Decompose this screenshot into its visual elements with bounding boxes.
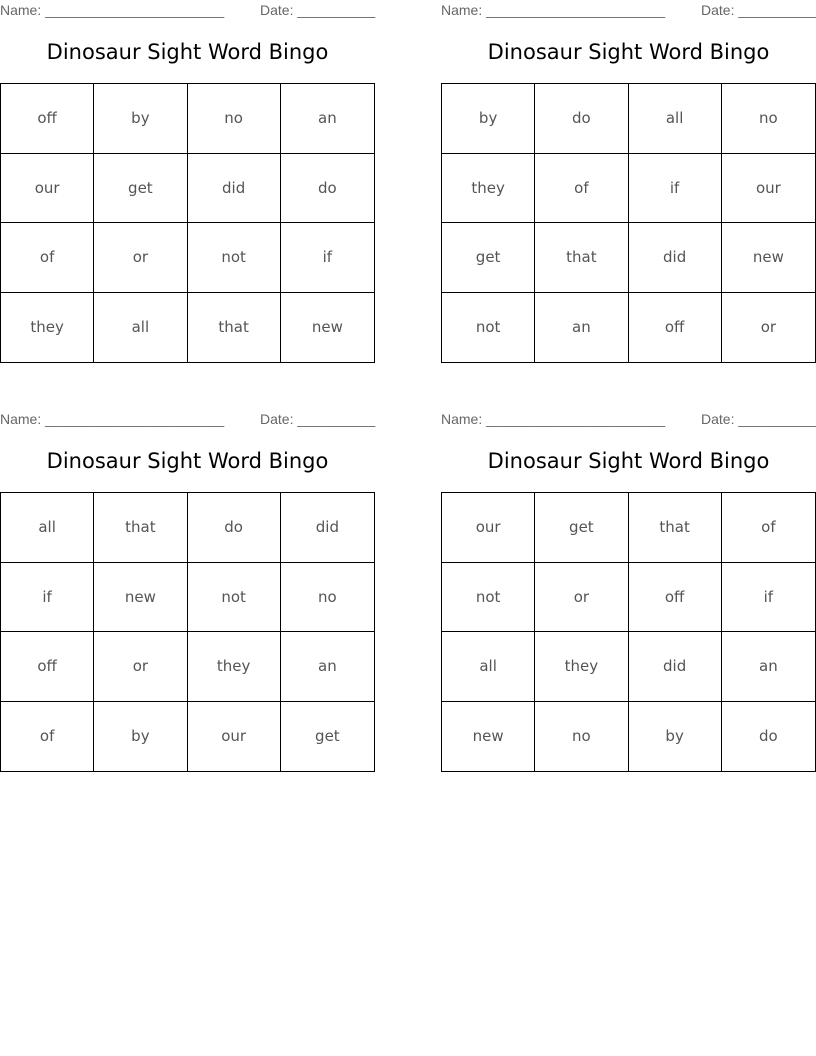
bingo-cell: did <box>281 493 374 563</box>
bingo-cell: no <box>281 563 374 633</box>
name-field: Name: _______________________ <box>441 2 666 18</box>
bingo-cell: of <box>535 154 628 224</box>
bingo-cell: do <box>281 154 374 224</box>
bingo-cell: new <box>311 318 343 337</box>
bingo-cell: no <box>722 84 815 154</box>
bingo-grid <box>441 83 816 363</box>
bingo-cell: all <box>1 493 94 563</box>
bingo-cell: not <box>188 563 281 633</box>
date-field: Date: __________ <box>701 2 816 18</box>
bingo-card <box>441 409 816 774</box>
bingo-cell: if <box>1 563 94 633</box>
name-date-header <box>441 411 816 429</box>
bingo-cell: our <box>722 154 815 224</box>
date-field: Date: __________ <box>260 2 376 18</box>
bingo-cell: that <box>629 493 722 563</box>
bingo-cell: get <box>535 493 628 563</box>
bingo-cell: no <box>535 702 628 772</box>
bingo-cell: an <box>535 293 628 363</box>
bingo-cell: new <box>442 702 535 772</box>
bingo-cell: all <box>94 293 187 363</box>
bingo-cell: that <box>94 493 187 563</box>
bingo-card <box>0 409 375 774</box>
name-date-header <box>0 2 375 20</box>
bingo-grid <box>0 83 375 363</box>
card-title: Dinosaur Sight Word Bingo <box>487 449 770 473</box>
bingo-cell: get <box>442 223 535 293</box>
bingo-cell: of <box>722 493 815 563</box>
bingo-cell: or <box>760 318 777 337</box>
bingo-cell: if <box>629 154 722 224</box>
bingo-cell: not <box>188 223 281 293</box>
bingo-cell: do <box>535 84 628 154</box>
bingo-cell: off <box>1 84 94 154</box>
bingo-cell: off <box>629 563 722 633</box>
bingo-cell: not <box>442 293 535 363</box>
bingo-cell: our <box>188 702 281 772</box>
name-date-header <box>441 2 816 20</box>
card-title: Dinosaur Sight Word Bingo <box>46 40 329 64</box>
bingo-cell: they <box>442 154 535 224</box>
bingo-cell: of <box>1 702 94 772</box>
bingo-cell: get <box>94 154 187 224</box>
bingo-cell: an <box>722 632 815 702</box>
bingo-cell: by <box>629 702 722 772</box>
bingo-cell: new <box>722 223 815 293</box>
bingo-cell: or <box>94 223 187 293</box>
bingo-card <box>0 0 375 365</box>
bingo-cell: by <box>94 702 187 772</box>
bingo-cell: off <box>629 293 722 363</box>
bingo-cell: or <box>535 563 628 633</box>
bingo-cell: that <box>535 223 628 293</box>
bingo-cell: did <box>629 223 722 293</box>
bingo-cell: our <box>1 154 94 224</box>
bingo-cell: all <box>442 632 535 702</box>
bingo-cell: by <box>442 84 535 154</box>
date-field: Date: __________ <box>260 411 376 427</box>
bingo-cell: did <box>188 154 281 224</box>
bingo-cell: that <box>188 293 281 363</box>
bingo-cell: not <box>442 563 535 633</box>
bingo-cell: our <box>442 493 535 563</box>
bingo-cell: or <box>94 632 187 702</box>
bingo-cell: new <box>94 563 187 633</box>
bingo-cell: of <box>1 223 94 293</box>
bingo-cell: if <box>281 223 374 293</box>
bingo-grid <box>441 492 816 772</box>
name-field: Name: _______________________ <box>441 411 666 427</box>
bingo-grid <box>0 492 375 772</box>
bingo-cell: get <box>315 727 340 746</box>
bingo-cell: do <box>188 493 281 563</box>
card-title: Dinosaur Sight Word Bingo <box>487 40 770 64</box>
bingo-card <box>441 0 816 365</box>
bingo-cell: they <box>535 632 628 702</box>
name-field: Name: _______________________ <box>0 2 225 18</box>
bingo-cell: all <box>629 84 722 154</box>
bingo-cell: an <box>281 84 374 154</box>
name-date-header <box>0 411 375 429</box>
bingo-cell: no <box>188 84 281 154</box>
name-field: Name: _______________________ <box>0 411 225 427</box>
bingo-cell: by <box>94 84 187 154</box>
bingo-cell: did <box>629 632 722 702</box>
bingo-cell: if <box>722 563 815 633</box>
bingo-cell: do <box>759 727 778 746</box>
bingo-cell: an <box>281 632 374 702</box>
date-field: Date: __________ <box>701 411 816 427</box>
bingo-cell: they <box>1 293 94 363</box>
bingo-cell: off <box>1 632 94 702</box>
bingo-cell: they <box>188 632 281 702</box>
card-title: Dinosaur Sight Word Bingo <box>46 449 329 473</box>
